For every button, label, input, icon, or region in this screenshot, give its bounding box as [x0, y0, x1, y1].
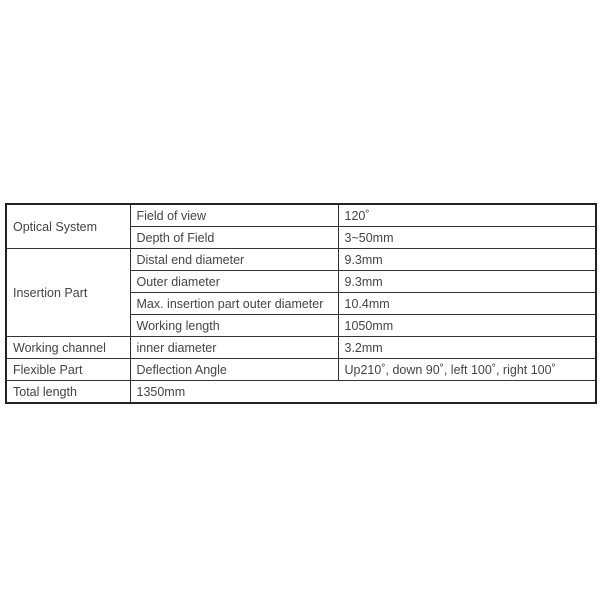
category-optical-system: Optical System	[6, 204, 130, 249]
table-row	[6, 337, 596, 359]
table-row	[6, 381, 596, 404]
value-depth-of-field: 3~50mm	[338, 227, 596, 249]
parameter-distal-end-diameter: Distal end diameter	[130, 249, 338, 271]
table-row	[6, 249, 596, 271]
value-field-of-view: 120˚	[338, 204, 596, 227]
value-inner-diameter: 3.2mm	[338, 337, 596, 359]
parameter-working-length: Working length	[130, 315, 338, 337]
table-row	[6, 359, 596, 381]
category-working-channel: Working channel	[6, 337, 130, 359]
value-working-length: 1050mm	[338, 315, 596, 337]
table-row	[6, 204, 596, 227]
total-length-label: Total length	[6, 381, 130, 404]
total-length-value: 1350mm	[130, 381, 596, 404]
value-max-insertion-outer-diameter: 10.4mm	[338, 293, 596, 315]
value-deflection-angle: Up210˚, down 90˚, left 100˚, right 100˚	[338, 359, 596, 381]
parameter-field-of-view: Field of view	[130, 204, 338, 227]
parameter-depth-of-field: Depth of Field	[130, 227, 338, 249]
category-flexible-part: Flexible Part	[6, 359, 130, 381]
parameter-deflection-angle: Deflection Angle	[130, 359, 338, 381]
specification-table	[5, 203, 597, 404]
parameter-max-insertion-outer-diameter: Max. insertion part outer diameter	[130, 293, 338, 315]
value-distal-end-diameter: 9.3mm	[338, 249, 596, 271]
value-outer-diameter: 9.3mm	[338, 271, 596, 293]
parameter-inner-diameter: inner diameter	[130, 337, 338, 359]
parameter-outer-diameter: Outer diameter	[130, 271, 338, 293]
category-insertion-part: Insertion Part	[6, 249, 130, 337]
